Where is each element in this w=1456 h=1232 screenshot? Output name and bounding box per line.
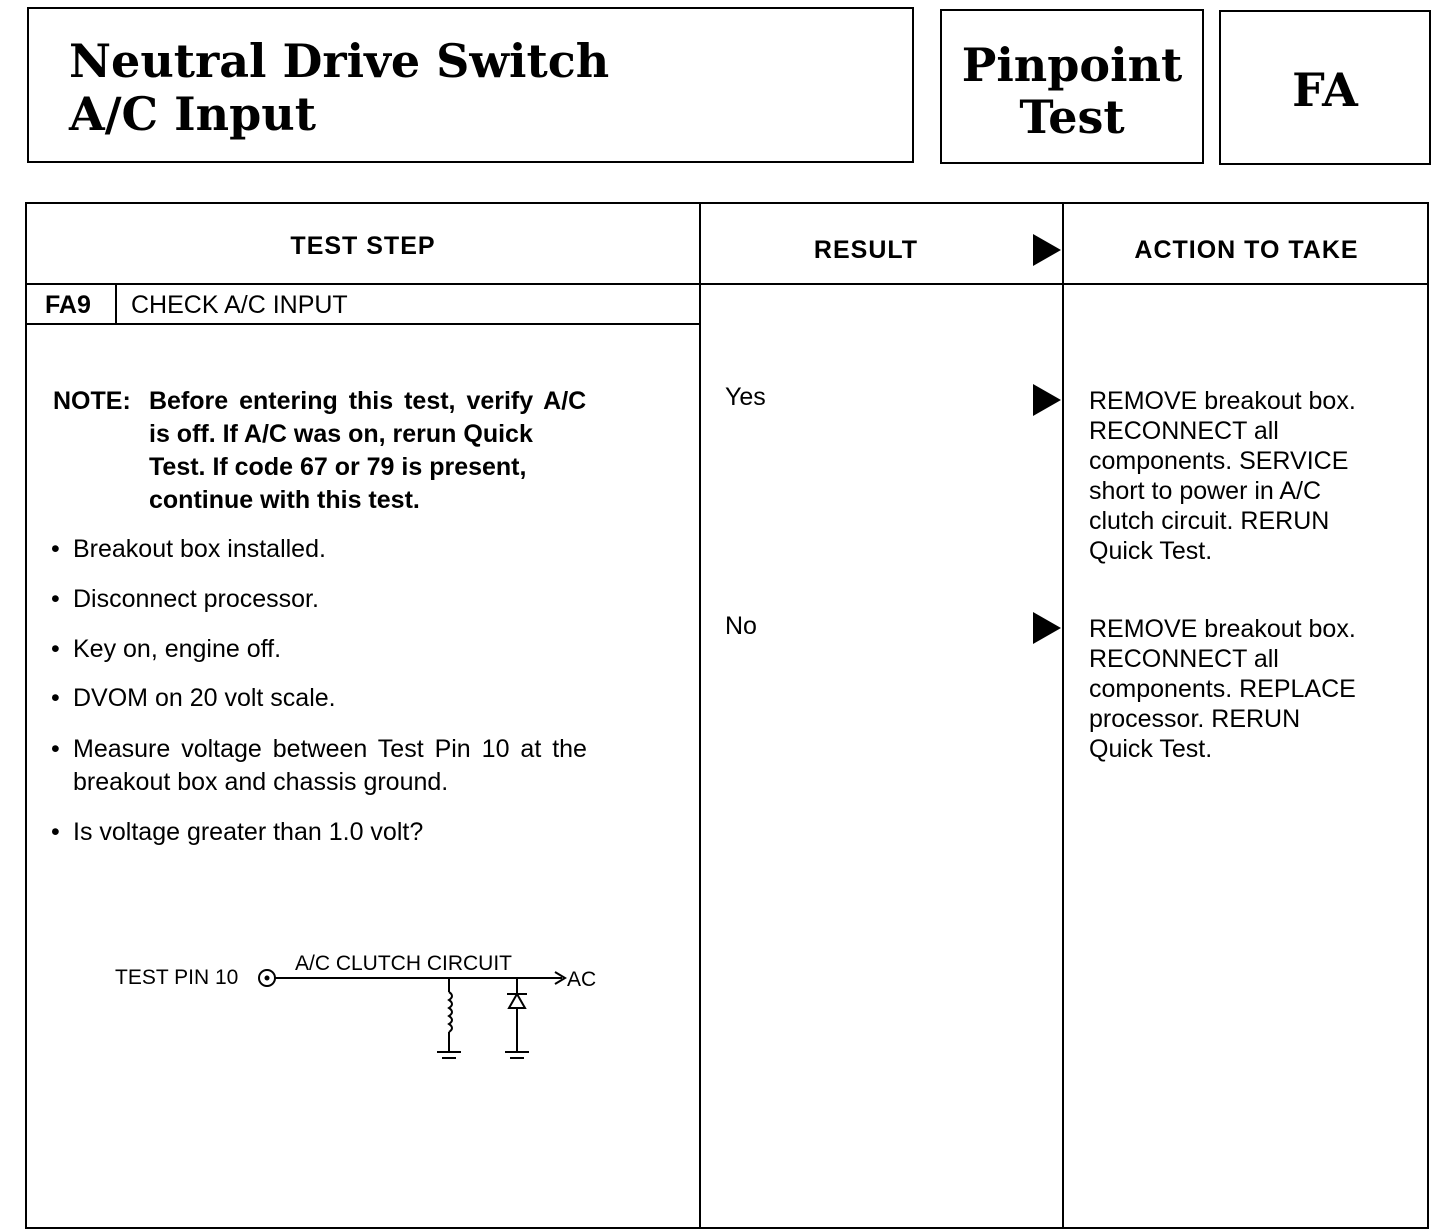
diode-icon bbox=[505, 978, 529, 1058]
action-yes-line: clutch circuit. RERUN bbox=[1089, 507, 1330, 535]
step-id-divider bbox=[115, 284, 117, 324]
step-title-divider bbox=[27, 323, 700, 325]
action-yes-line: REMOVE breakout box. bbox=[1089, 387, 1356, 415]
step-bullet: • Breakout box installed. bbox=[73, 534, 326, 564]
note-line-1: Before entering this test, verify A/C bbox=[149, 387, 587, 415]
note-line-3: Test. If code 67 or 79 is present, bbox=[149, 453, 527, 481]
step-bullet: • Measure voltage between Test Pin 10 at the bbox=[73, 734, 587, 764]
circuit-label: A/C CLUTCH CIRCUIT bbox=[295, 952, 513, 975]
header-arrow-icon bbox=[1033, 234, 1061, 266]
note-label: NOTE: bbox=[53, 387, 131, 415]
result-yes-arrow-icon bbox=[1033, 384, 1061, 416]
page-title-line-1: Neutral Drive Switch bbox=[69, 34, 610, 88]
header-divider bbox=[27, 283, 1429, 285]
test-table bbox=[25, 202, 1429, 1229]
result-yes: Yes bbox=[725, 383, 766, 411]
action-no-line: REMOVE breakout box. bbox=[1089, 615, 1356, 643]
step-bullet: • DVOM on 20 volt scale. bbox=[73, 683, 336, 713]
ac-label: AC bbox=[567, 968, 597, 991]
result-no-arrow-icon bbox=[1033, 612, 1061, 644]
action-no-line: components. REPLACE bbox=[1089, 675, 1356, 703]
column-divider-2 bbox=[1062, 204, 1064, 1227]
action-no-line: processor. RERUN bbox=[1089, 705, 1301, 733]
step-id: FA9 bbox=[45, 291, 91, 319]
action-no-line: RECONNECT all bbox=[1089, 645, 1279, 673]
step-bullet: • Key on, engine off. bbox=[73, 634, 281, 664]
action-yes-line: components. SERVICE bbox=[1089, 447, 1349, 475]
note-line-2: is off. If A/C was on, rerun Quick bbox=[149, 420, 533, 448]
step-bullet: • Disconnect processor. bbox=[73, 584, 319, 614]
action-no-line: Quick Test. bbox=[1089, 735, 1213, 763]
column-header-action: ACTION TO TAKE bbox=[1134, 236, 1359, 264]
result-no: No bbox=[725, 612, 757, 640]
action-yes-line: RECONNECT all bbox=[1089, 417, 1279, 445]
circuit-diagram bbox=[107, 934, 647, 1074]
column-divider-1 bbox=[699, 204, 701, 1227]
note-line-4: continue with this test. bbox=[149, 486, 420, 514]
test-code: FA bbox=[1292, 63, 1358, 117]
action-yes-line: short to power in A/C bbox=[1089, 477, 1322, 505]
column-header-result: RESULT bbox=[813, 236, 919, 264]
page-title-line-2: A/C Input bbox=[69, 87, 316, 141]
step-bullet: • Is voltage greater than 1.0 volt? bbox=[73, 817, 423, 847]
clutch-coil-icon bbox=[437, 978, 461, 1058]
step-title: CHECK A/C INPUT bbox=[131, 291, 348, 319]
action-yes-line: Quick Test. bbox=[1089, 537, 1213, 565]
pinpoint-label: Pinpoint bbox=[961, 38, 1183, 92]
title-box bbox=[27, 7, 914, 163]
column-header-test-step: TEST STEP bbox=[290, 232, 436, 260]
step-bullet-continuation: breakout box and chassis ground. bbox=[73, 768, 449, 796]
test-pin-label: TEST PIN 10 bbox=[115, 966, 239, 989]
pinpoint-test-box bbox=[940, 9, 1204, 164]
test-label: Test bbox=[1019, 90, 1125, 144]
test-code-box bbox=[1219, 10, 1431, 165]
